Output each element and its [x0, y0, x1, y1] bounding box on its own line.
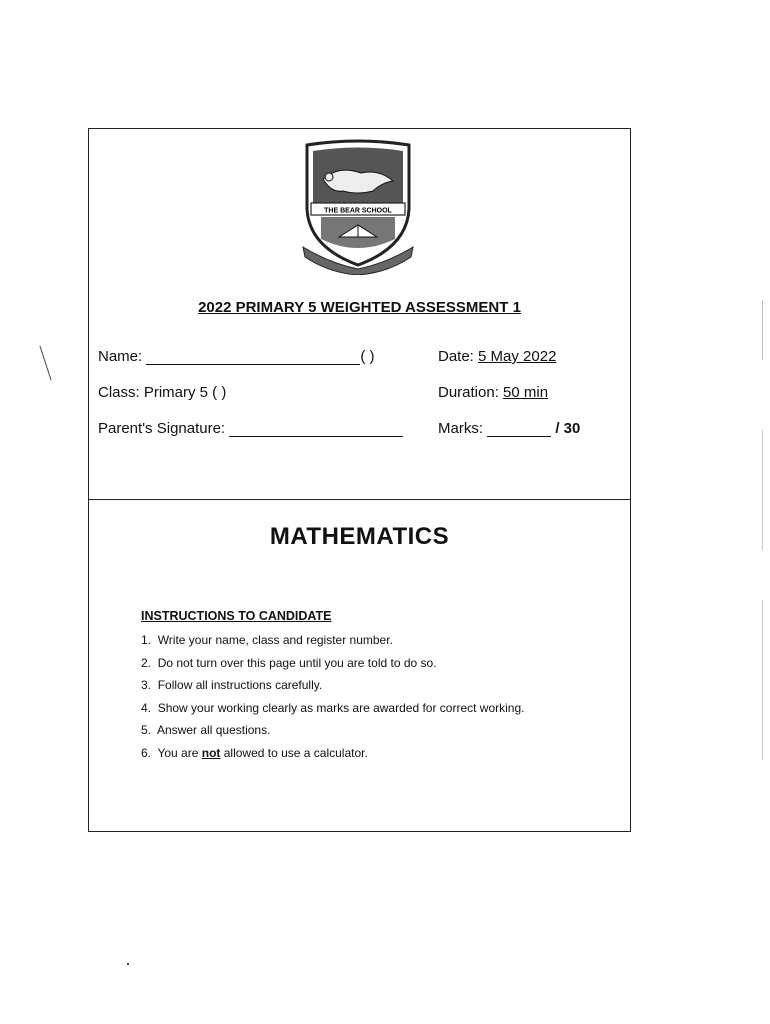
instruction-text: You are [157, 745, 202, 760]
scan-mark [762, 300, 763, 360]
instruction-text: Show your working clearly as marks are awarded for correct working. [157, 700, 525, 715]
scan-mark [39, 346, 51, 381]
marks-total: / 30 [555, 420, 581, 437]
instruction-text: Do not turn over this page until you are told to do so. [157, 655, 437, 670]
instructions-block [141, 609, 611, 765]
signature-row [98, 420, 403, 437]
instruction-text: Answer all questions. [157, 723, 271, 738]
instruction-text: allowed to use a calculator. [220, 745, 368, 760]
instruction-number: 4. [141, 700, 152, 715]
register-number-bracket: ( ) [360, 348, 375, 365]
duration-value: 50 min [503, 384, 549, 401]
duration-label: Duration: [438, 384, 499, 401]
name-label: Name: [98, 348, 143, 365]
name-line[interactable] [146, 350, 360, 365]
instruction-emphasis: not [201, 745, 221, 760]
signature-line[interactable] [229, 422, 403, 437]
signature-label: Parent's Signature: [98, 420, 226, 437]
section-divider [89, 499, 630, 500]
scan-mark [762, 600, 763, 760]
cover-sheet [88, 128, 631, 832]
instruction-number: 5. [141, 723, 152, 738]
date-row [438, 348, 556, 365]
school-crest-logo [299, 139, 417, 275]
name-row [98, 348, 375, 365]
instruction-item [141, 697, 611, 720]
instruction-text: Follow all instructions carefully. [157, 678, 323, 693]
instructions-heading: INSTRUCTIONS TO CANDIDATE [141, 609, 332, 623]
instruction-number: 3. [141, 678, 152, 693]
marks-line[interactable] [487, 422, 551, 437]
marks-label: Marks: [438, 420, 483, 437]
instruction-number: 2. [141, 655, 152, 670]
instruction-item [141, 742, 611, 765]
instruction-item [141, 629, 611, 652]
instruction-number: 6. [141, 745, 152, 760]
date-label: Date: [438, 348, 474, 365]
scan-mark [127, 963, 129, 965]
instruction-number: 1. [141, 633, 152, 647]
date-value: 5 May 2022 [478, 348, 557, 365]
instruction-item [141, 674, 611, 697]
assessment-title: 2022 PRIMARY 5 WEIGHTED ASSESSMENT 1 [198, 299, 521, 316]
instruction-item [141, 719, 611, 742]
class-label: Class: Primary 5 ( ) [98, 384, 227, 401]
scan-mark [762, 430, 763, 550]
crest-banner-text: THE BEAR SCHOOL [324, 207, 392, 215]
instruction-text: Write your name, class and register number. [157, 633, 393, 647]
marks-row [438, 420, 580, 437]
subject-title: MATHEMATICS [269, 523, 450, 550]
instruction-item [141, 652, 611, 675]
duration-row [438, 384, 548, 401]
